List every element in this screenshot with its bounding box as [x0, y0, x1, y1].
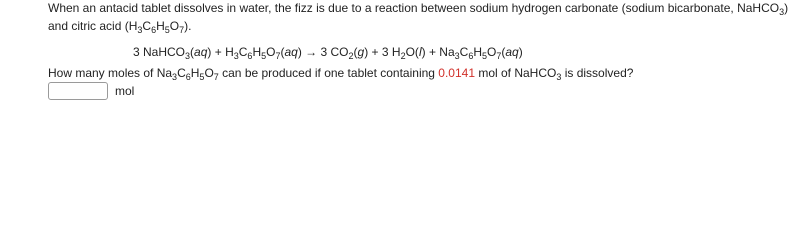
phase-label: g	[357, 45, 365, 59]
subscript: 7	[179, 25, 185, 35]
equation-text: C	[238, 45, 248, 59]
question-segment: is dissolved?	[561, 66, 634, 80]
question-segment: How many moles of Na	[48, 66, 173, 80]
subscript: 2	[400, 51, 406, 61]
subscript: 3	[137, 25, 143, 35]
question-segment: H	[190, 66, 200, 80]
equation-text: C	[459, 45, 469, 59]
intro-text: O	[169, 19, 180, 33]
intro-text: H	[156, 19, 165, 33]
equation-text: O(	[405, 45, 419, 59]
subscript: 7	[496, 51, 502, 61]
equation-text: (	[353, 45, 358, 59]
subscript: 3	[233, 51, 239, 61]
subscript: 6	[151, 25, 157, 35]
equation-text: (	[501, 45, 506, 59]
answer-input[interactable]	[48, 82, 108, 100]
question-segment: can be produced if one tablet containing	[218, 66, 439, 80]
subscript: 6	[185, 72, 191, 82]
phase-label: l	[418, 45, 422, 59]
intro-text: )	[784, 1, 789, 15]
equation-text: ) → 3 CO	[297, 45, 349, 59]
subscript: 6	[468, 51, 474, 61]
intro-text: and citric acid (H	[48, 19, 138, 33]
answer-row	[48, 81, 134, 101]
subscript: 2	[348, 51, 354, 61]
problem-page	[0, 0, 800, 103]
phase-label: aq	[505, 45, 519, 59]
subscript: 6	[247, 51, 253, 61]
subscript: 7	[275, 51, 281, 61]
chemical-equation	[133, 45, 523, 59]
subscript: 3	[172, 72, 178, 82]
equation-text: O	[487, 45, 497, 59]
intro-text: ).	[184, 19, 192, 33]
equation-text: ) + 3 H	[364, 45, 401, 59]
subscript: 7	[213, 72, 219, 82]
intro-text: C	[142, 19, 152, 33]
equation-text: H	[252, 45, 262, 59]
given-amount-value: 0.0141	[438, 66, 475, 80]
subscript: 3	[779, 7, 785, 17]
intro-text: When an antacid tablet dissolves in water, the fizz is due to a reaction between sodium hydrogen carbonate (sodium bicarbonate, NaHCO	[48, 1, 780, 15]
subscript: 5	[261, 51, 267, 61]
intro-text-line-2	[48, 19, 191, 33]
equation-text: (	[190, 45, 195, 59]
subscript: 5	[199, 72, 205, 82]
subscript: 3	[185, 51, 191, 61]
question-segment: O	[204, 66, 214, 80]
subscript: 3	[556, 72, 562, 82]
subscript: 5	[164, 25, 170, 35]
question-segment: C	[177, 66, 186, 80]
subscript: 5	[482, 51, 488, 61]
answer-unit-label: mol	[115, 84, 135, 98]
equation-text: ) + H	[207, 45, 234, 59]
equation-text: O	[266, 45, 276, 59]
intro-text-line-1	[48, 1, 788, 15]
subscript: 3	[454, 51, 460, 61]
phase-label: aq	[194, 45, 208, 59]
equation-text: )	[518, 45, 523, 59]
equation-text: (	[280, 45, 285, 59]
equation-text: H	[473, 45, 482, 59]
equation-text: ) + Na	[421, 45, 455, 59]
phase-label: aq	[284, 45, 298, 59]
question-text	[48, 66, 633, 80]
equation-text: 3 NaHCO	[133, 45, 186, 59]
question-segment: mol of NaHCO	[475, 66, 557, 80]
